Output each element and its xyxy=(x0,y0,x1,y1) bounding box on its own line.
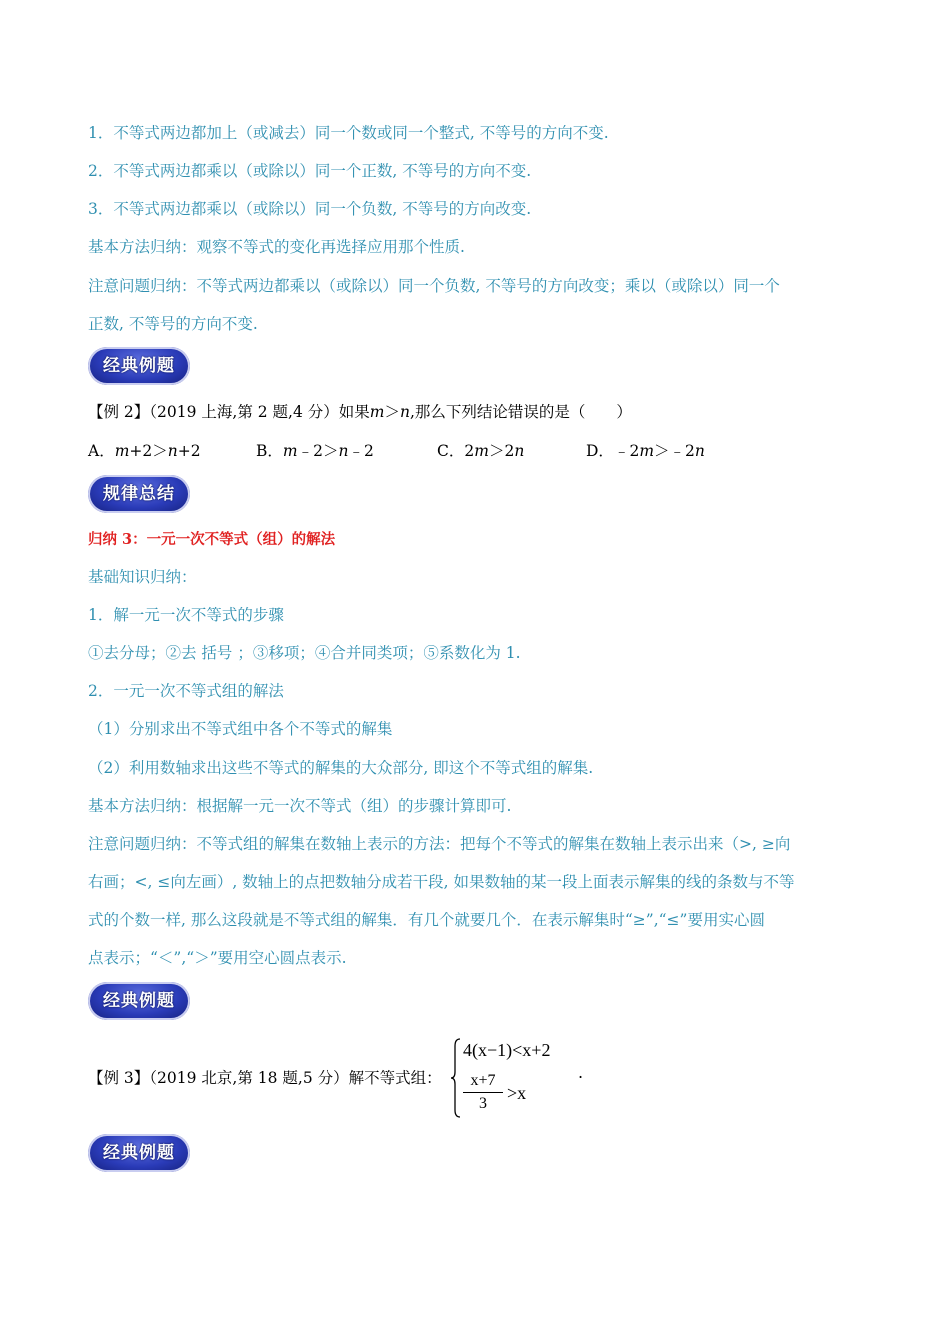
summary-3-title: 归纳 3：一元一次不等式（组）的解法 xyxy=(88,531,336,548)
property-3: 3．不等式两边都乘以（或除以）同一个负数, 不等号的方向改变. xyxy=(88,200,532,218)
examples-badge: 经典例题 xyxy=(88,347,190,385)
choice-label: A． xyxy=(88,442,115,460)
example-3-end-period: . xyxy=(578,1063,584,1082)
step-2-title: 2．一元一次不等式组的解法 xyxy=(88,682,284,700)
step-1-content: ①去分母；②去 括号 ；③移项；④合并同类项；⑤系数化为 1. xyxy=(88,644,521,662)
choice-mid: ＞2 xyxy=(488,442,515,460)
choice-mid: ＞﹣2 xyxy=(654,442,695,460)
example-2-question xyxy=(88,402,632,422)
choice-mid: ﹣2＞ xyxy=(297,442,339,460)
choice-b xyxy=(256,441,374,461)
choice-var: m xyxy=(474,442,489,460)
choice-label: D． xyxy=(586,442,614,460)
fraction xyxy=(463,1071,503,1114)
choice-var: m xyxy=(282,442,298,460)
choice-c xyxy=(437,441,524,461)
summary-badge: 规律总结 xyxy=(88,475,190,513)
choice-pre: ﹣2 xyxy=(613,442,640,460)
inequality-1: 4(x−1)<x+2 xyxy=(463,1040,551,1060)
property-2: 2．不等式两边都乘以（或除以）同一个正数, 不等号的方向不变. xyxy=(88,162,532,180)
choice-a xyxy=(88,441,201,461)
method-summary-1: 基本方法归纳：观察不等式的变化再选择应用那个性质. xyxy=(88,238,465,256)
choice-label: C． xyxy=(437,442,465,460)
fraction-bar xyxy=(463,1092,503,1093)
example-2-var-n: n xyxy=(400,403,410,421)
example-2-gt: ＞ xyxy=(384,403,400,421)
examples-badge-2: 经典例题 xyxy=(88,982,190,1020)
choice-var: m xyxy=(114,442,130,460)
choice-var: n xyxy=(338,442,349,460)
attention-2-line4: 点表示；“＜”,“＞”要用空心圆点表示. xyxy=(88,949,347,967)
examples-badge-3: 经典例题 xyxy=(88,1134,190,1172)
attention-2-line2: 右画；<, ≤向左画）, 数轴上的点把数轴分成若干段, 如果数轴的某一段上面表示解集的线的条数与不等 xyxy=(88,873,795,891)
fraction-denominator: 3 xyxy=(479,1095,487,1112)
attention-2-line3: 式的个数一样, 那么这段就是不等式组的解集．有几个就要几个．在表示解集时“≥”,“≤”要用实心圆 xyxy=(88,911,765,929)
inequality-2-rest: >x xyxy=(507,1083,527,1103)
inequality-system xyxy=(451,1038,591,1122)
example-3-question: 【例 3】（2019 北京,第 18 题,5 分）解不等式组： xyxy=(88,1069,442,1087)
property-1: 1．不等式两边都加上（或减去）同一个数或同一个整式, 不等号的方向不变. xyxy=(88,124,609,142)
step-1-title: 1．解一元一次不等式的步骤 xyxy=(88,606,284,624)
step-2-b: （2）利用数轴求出这些不等式的解集的大众部分, 即这个不等式组的解集. xyxy=(88,759,594,777)
left-brace-icon xyxy=(451,1038,461,1118)
example-2-suffix: ,那么下列结论错误的是（ ） xyxy=(409,403,632,421)
attention-1-line1: 注意问题归纳：不等式两边都乘以（或除以）同一个负数, 不等号的方向改变；乘以（或除以）同一个 xyxy=(88,277,780,295)
attention-2-line1: 注意问题归纳：不等式组的解集在数轴上表示的方法：把每个不等式的解集在数轴上表示出来（>, ≥向 xyxy=(88,835,791,853)
choice-pre: 2 xyxy=(464,442,475,460)
choice-label: B． xyxy=(256,442,283,460)
example-2-prefix: 【例 2】（2019 上海,第 2 题,4 分）如果 xyxy=(88,403,370,421)
choice-var: n xyxy=(694,442,705,460)
choice-var: n xyxy=(167,442,178,460)
example-2-var-m: m xyxy=(369,403,385,421)
method-summary-2: 基本方法归纳：根据解一元一次不等式（组）的步骤计算即可. xyxy=(88,797,512,815)
choice-mid: +2＞ xyxy=(129,442,168,460)
choice-var: n xyxy=(514,442,525,460)
choice-post: +2 xyxy=(177,442,201,460)
choice-d xyxy=(586,441,705,461)
choice-var: m xyxy=(639,442,655,460)
fraction-numerator: x+7 xyxy=(470,1072,496,1089)
basic-knowledge-heading: 基础知识归纳： xyxy=(88,568,197,586)
attention-1-line2: 正数, 不等号的方向不变. xyxy=(88,315,258,333)
choice-post: ﹣2 xyxy=(348,442,374,460)
step-2-a: （1）分别求出不等式组中各个不等式的解集 xyxy=(88,720,393,738)
